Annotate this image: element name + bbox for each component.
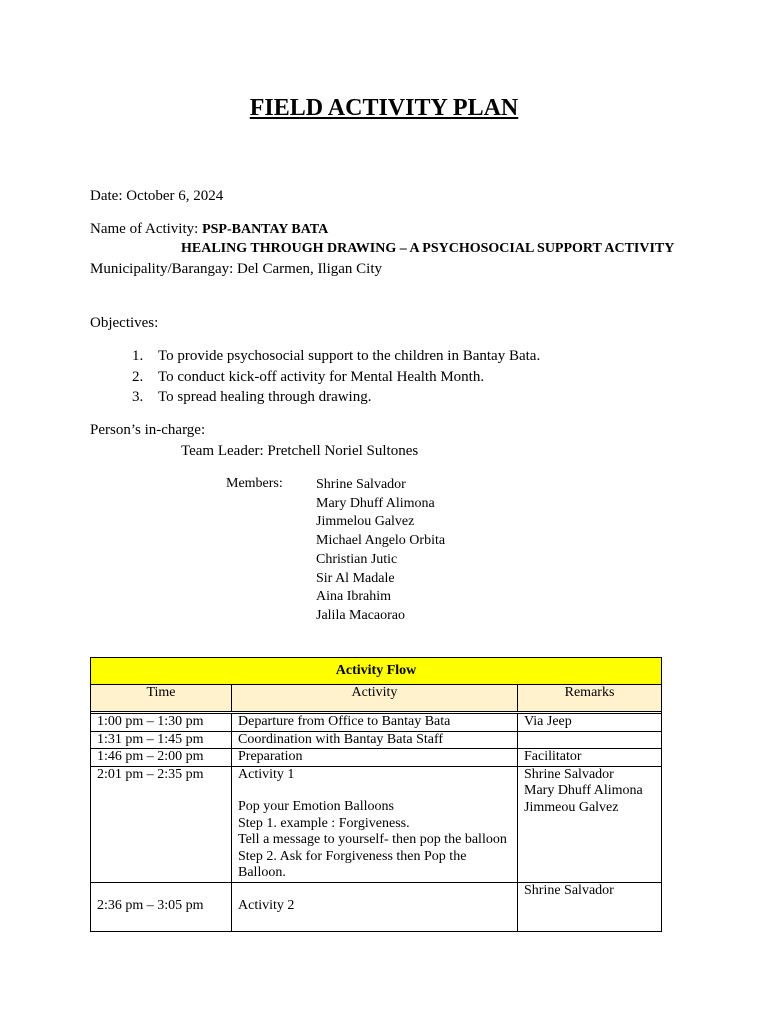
remarks-cell: [518, 731, 662, 749]
members-label: Members:: [226, 476, 283, 491]
member-name: Shrine Salvador: [316, 477, 406, 492]
objective-item: 3. To spread healing through drawing.: [132, 389, 372, 405]
activity-cell: Departure from Office to Bantay Bata: [232, 714, 518, 732]
activity-line: Pop your Emotion Balloons: [238, 799, 394, 814]
time-cell: 2:01 pm – 2:35 pm: [91, 766, 232, 882]
table-row: [91, 882, 662, 931]
member-name: Aina Ibrahim: [316, 589, 392, 605]
remarks-line: Shrine Salvador: [524, 766, 614, 782]
table-header-row: [91, 685, 662, 712]
table-row: [91, 749, 662, 767]
objective-item: 1. To provide psychosocial support to the children in Bantay Bata.: [132, 348, 541, 364]
column-header-activity: Activity: [232, 685, 518, 712]
column-header-remarks: Remarks: [518, 685, 662, 712]
members-list: [316, 476, 445, 626]
member-name: Jalila Macaorao: [316, 607, 406, 623]
remarks-line: Jimmeou Galvez: [524, 799, 619, 815]
remarks-cell: Via Jeep: [518, 714, 662, 732]
activity-cell: Activity 2: [232, 882, 518, 931]
activity-line: Step 1. example : Forgiveness.: [238, 815, 410, 831]
table-row: [91, 731, 662, 749]
persons-heading: Person’s in-charge:: [90, 422, 206, 438]
member-name: Mary Dhuff Alimona: [316, 495, 435, 511]
activity-flow-table: [90, 657, 662, 932]
activity-flow-title: Activity Flow: [91, 658, 662, 685]
remarks-cell: [518, 766, 662, 882]
remarks-cell: Shrine Salvador: [518, 882, 662, 931]
activity-cell: [232, 766, 518, 882]
activity-name-label: Name of Activity:: [90, 221, 203, 237]
activity-cell: Preparation: [232, 749, 518, 767]
column-header-time: Time: [91, 685, 232, 712]
remarks-line: Mary Dhuff Alimona: [524, 783, 643, 798]
page-title: FIELD ACTIVITY PLAN: [249, 95, 519, 121]
objective-item: 2. To conduct kick-off activity for Mental Health Month.: [132, 369, 485, 385]
table-row: [91, 714, 662, 732]
team-leader: Team Leader: Pretchell Noriel Sultones: [181, 443, 419, 459]
member-name: Christian Jutic: [316, 551, 398, 567]
activity-line: Tell a message to yourself- then pop the balloon: [238, 832, 507, 847]
activity-cell: Coordination with Bantay Bata Staff: [232, 731, 518, 749]
objectives-heading: Objectives:: [90, 315, 159, 331]
time-cell: 2:36 pm – 3:05 pm: [91, 882, 232, 931]
activity-name-line: [90, 221, 328, 238]
time-cell: 1:46 pm – 2:00 pm: [91, 749, 232, 767]
member-name: Jimmelou Galvez: [316, 514, 415, 530]
time-cell: 1:31 pm – 1:45 pm: [91, 731, 232, 749]
date-line: Date: October 6, 2024: [90, 188, 224, 204]
remarks-cell: Facilitator: [518, 749, 662, 767]
time-cell: 1:00 pm – 1:30 pm: [91, 714, 232, 732]
activity-subtitle: HEALING THROUGH DRAWING – A PSYCHOSOCIAL SUPPORT ACTIVITY: [181, 241, 675, 256]
member-name: Sir Al Madale: [316, 570, 395, 586]
activity-line: Step 2. Ask for Forgiveness then Pop the Balloon.: [238, 848, 467, 880]
location-line: Municipality/Barangay: Del Carmen, Iligan City: [90, 261, 383, 277]
activity-name: PSP-BANTAY BATA: [202, 222, 329, 237]
table-row: [91, 766, 662, 882]
activity-title: Activity 1: [238, 766, 295, 782]
member-name: Michael Angelo Orbita: [316, 533, 446, 549]
